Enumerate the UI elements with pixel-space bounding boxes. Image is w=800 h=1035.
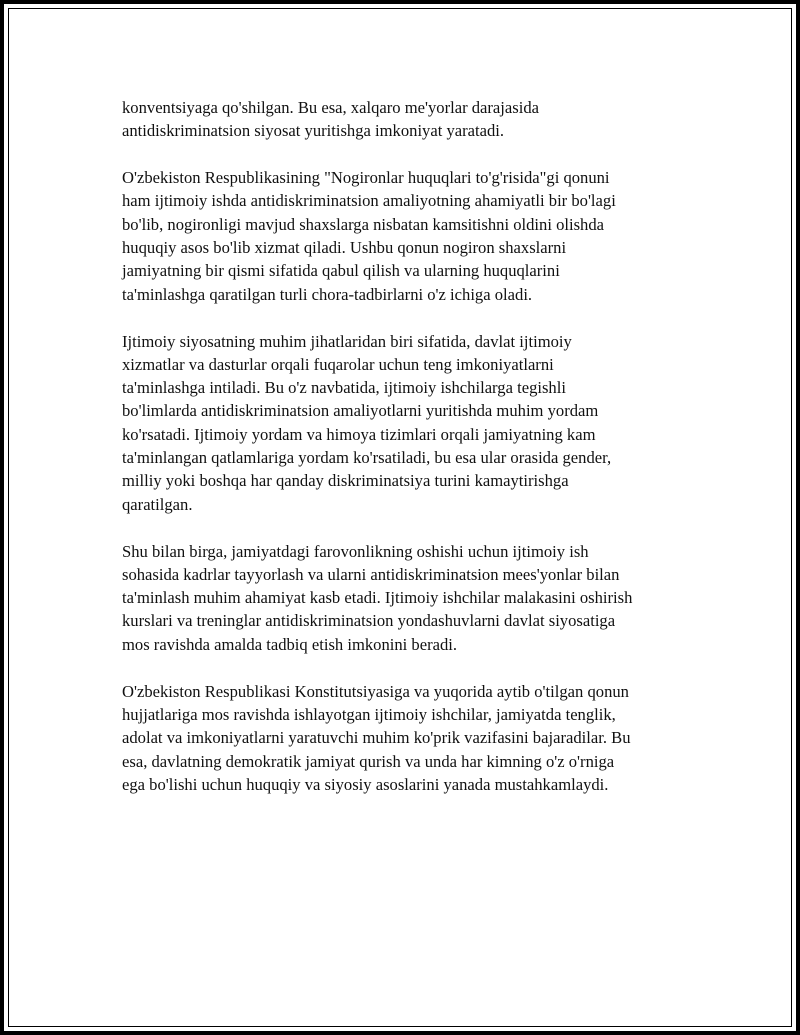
paragraph-5 xyxy=(122,680,702,796)
text-line: xizmatlar va dasturlar orqali fuqarolar uchun teng imkoniyatlarni xyxy=(122,354,554,374)
text-line: huquqiy asos bo'lib xizmat qiladi. Ushbu qonun nogiron shaxslarni xyxy=(122,238,567,258)
document-body xyxy=(122,96,702,820)
paragraph-4 xyxy=(122,540,702,656)
paragraph-2 xyxy=(122,166,702,306)
text-line: mos ravishda amalda tadbiq etish imkonini beradi. xyxy=(122,634,458,654)
text-line: bo'limlarda antidiskriminatsion amaliyotlarni yuritishda muhim yordam xyxy=(122,401,599,421)
paragraph-3 xyxy=(122,330,702,516)
text-line: ta'minlangan qatlamlariga yordam ko'rsatiladi, bu esa ular orasida gender, xyxy=(122,448,612,468)
text-line: adolat va imkoniyatlarni yaratuvchi muhim ko'prik vazifasini bajaradilar. Bu xyxy=(122,728,631,748)
text-line: konventsiyaga qo'shilgan. Bu esa, xalqaro me'yorlar darajasida xyxy=(122,98,540,117)
text-line: bo'lib, nogironligi mavjud shaxslarga nisbatan kamsitishni oldini olishda xyxy=(122,214,605,234)
text-line: ham ijtimoiy ishda antidiskriminatsion amaliyotning ahamiyatli bir bo'lagi xyxy=(122,191,616,211)
text-line: ta'minlashga qaratilgan turli chora-tadbirlarni o'z ichiga oladi. xyxy=(122,284,533,304)
text-line: sohasida kadrlar tayyorlash va ularni antidiskriminatsion mees'yonlar bilan xyxy=(122,564,620,584)
text-line: kurslari va treninglar antidiskriminatsion yondashuvlarni davlat siyosatiga xyxy=(122,611,616,631)
text-line: Ijtimoiy siyosatning muhim jihatlaridan biri sifatida, davlat ijtimoiy xyxy=(122,331,572,351)
text-line: O'zbekiston Respublikasi Konstitutsiyasiga va yuqorida aytib o'tilgan qonun xyxy=(122,681,629,701)
text-line: O'zbekiston Respublikasining "Nogironlar huquqlari to'g'risida"gi qonuni xyxy=(122,168,610,188)
text-line: ega bo'lishi uchun huquqiy va siyosiy asoslarini yanada mustahkamlaydi. xyxy=(122,774,609,794)
text-line: esa, davlatning demokratik jamiyat qurish va unda har kimning o'z o'rniga xyxy=(122,751,615,771)
text-line: ko'rsatadi. Ijtimoiy yordam va himoya tizimlari orqali jamiyatning kam xyxy=(122,424,596,444)
text-line: antidiskriminatsion siyosat yuritishga imkoniyat yaratadi. xyxy=(122,121,505,141)
text-line: milliy yoki boshqa har qanday diskriminatsiya turini kamaytirishga xyxy=(122,471,569,491)
text-line: hujjatlariga mos ravishda ishlayotgan ijtimoiy ishchilar, jamiyatda tenglik, xyxy=(122,704,616,724)
text-line: ta'minlash muhim ahamiyat kasb etadi. Ijtimoiy ishchilar malakasini oshirish xyxy=(122,588,633,608)
text-line: Shu bilan birga, jamiyatdagi farovonlikning oshishi uchun ijtimoiy ish xyxy=(122,541,589,561)
text-line: jamiyatning bir qismi sifatida qabul qilish va ularning huquqlarini xyxy=(122,261,560,281)
text-line: ta'minlashga intiladi. Bu o'z navbatida, ijtimoiy ishchilarga tegishli xyxy=(122,378,566,398)
text-line: qaratilgan. xyxy=(122,494,193,514)
paragraph-1 xyxy=(122,96,702,143)
